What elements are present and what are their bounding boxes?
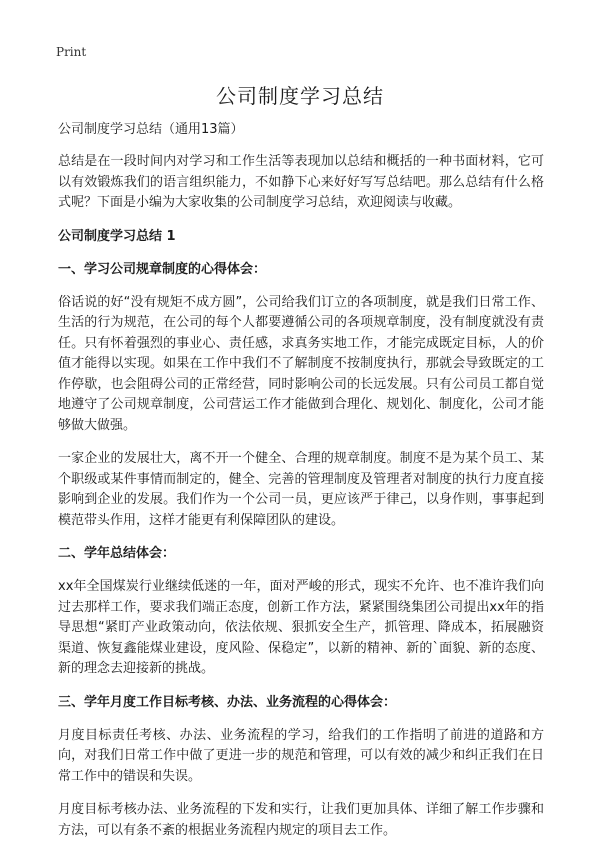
section-2-paragraph-1: xx年全国煤炭行业继续低迷的一年，面对严峻的形式，现实不允许、也不准许我们向过去那样工作，要求我们端正态度，创新工作方法，紧紧围绕集团公司提出xx年的指导思想“紧盯产业政策动向，依法依规、狠抓安全生产，抓管理、降成本，拓展融资渠道、恢复鑫能煤业建设，度风险、保稳定”，以新的精神、新的`面貌、新的态度、新的理念去迎接新的挑战。 xyxy=(58,579,544,676)
section-1-paragraph-1: 俗话说的好“没有规矩不成方圆”，公司给我们订立的各项制度，就是我们日常工作、生活的行为规范，在公司的每个人都要遵循公司的各项规章制度，没有制度就没有责任。只有怀着强烈的事业心、责任感，求真务实地工作，才能完成既定目标，人的价值才能得以实现。如果在工作中我们不了解制度不按制度执行，那就会导致既定的工作停歇，也会阻碍公司的正常经营，同时影响公司的长远发展。只有公司员工都自觉地遵守了公司规章制度，公司营运工作才能做到合理化、规划化、制度化，公司才能够做大做强。 xyxy=(58,294,544,433)
page-title: 公司制度学习总结 xyxy=(216,84,384,108)
document-body xyxy=(58,120,544,854)
article-heading: 公司制度学习总结 1 xyxy=(58,228,176,244)
document-subtitle: 公司制度学习总结（通用13篇） xyxy=(58,122,244,137)
print-label: Print xyxy=(56,45,87,59)
section-3-heading: 三、学年月度工作目标考核、办法、业务流程的心得体会： xyxy=(58,694,397,710)
section-2-heading: 二、学年总结体会： xyxy=(58,546,176,561)
section-1-heading: 一、学习公司规章制度的心得体会： xyxy=(58,261,267,277)
section-3-paragraph-1: 月度目标责任考核、办法、业务流程的学习，给我们的工作指明了前进的道路和方向，对我们日常工作中做了更进一步的规范和管理，可以有效的减少和纠正我们在日常工作中的错误和失误。 xyxy=(58,727,544,784)
section-3-paragraph-2: 月度目标考核办法、业务流程的下发和实行，让我们更加具体、详细了解工作步骤和方法，可以有条不紊的根据业务流程内规定的项目去工作。 xyxy=(58,802,544,838)
section-1-paragraph-2: 一家企业的发展壮大，离不开一个健全、合理的规章制度。制度不是为某个员工、某个职级或某件事情而制定的，健全、完善的管理制度及管理者对制度的执行力度直接影响到企业的发展。我们作为一个公司一员，更应该严于律己，以身作则，事事起到模范带头作用，这样才能更有利保障团队的建设。 xyxy=(58,451,544,528)
intro-paragraph: 总结是在一段时间内对学习和工作生活等表现加以总结和概括的一种书面材料，它可以有效锻炼我们的语言组织能力，不如静下心来好好写写总结吧。那么总结有什么格式呢？下面是小编为大家收集的公司制度学习总结，欢迎阅读与收藏。 xyxy=(58,154,544,210)
